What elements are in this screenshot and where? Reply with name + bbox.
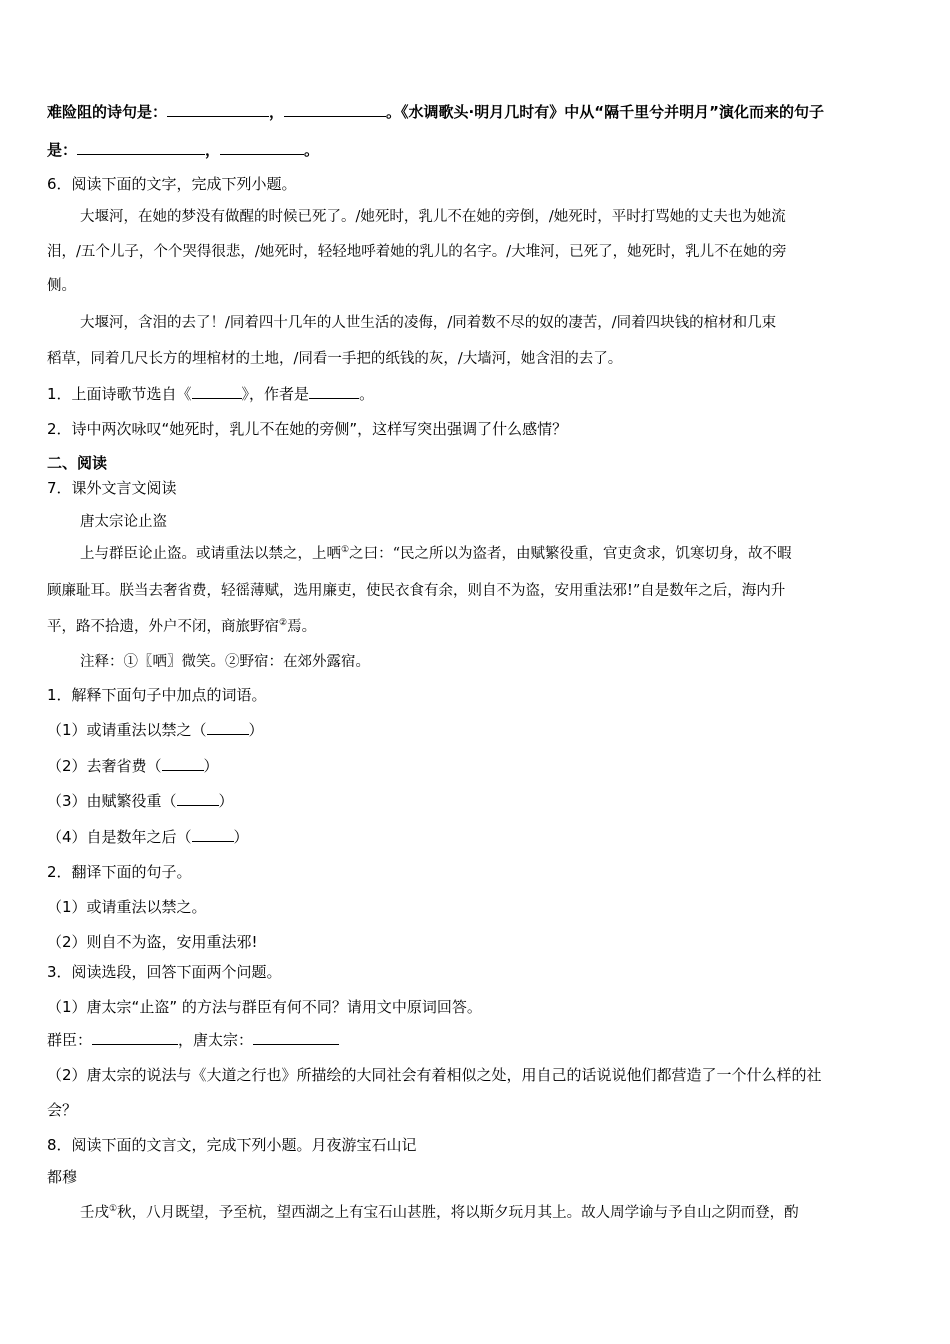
item-text: （1）或请重法以禁之（ — [47, 721, 207, 739]
q6-question-1 — [47, 384, 374, 404]
passage-notes: 注释：①〖哂〗微笑。②野宿：在郊外露宿。 — [80, 654, 370, 670]
answer-label: ，唐太宗： — [178, 1031, 254, 1049]
q7-stem: 7．课外文言文阅读 — [47, 479, 177, 497]
answer-blank[interactable] — [207, 720, 249, 735]
q7-passage-line — [80, 544, 792, 564]
q7-q3-2-cont: 会？ — [47, 1101, 78, 1119]
answer-blank[interactable] — [167, 102, 269, 117]
q7-question-1: 1．解释下面句子中加点的词语。 — [47, 686, 267, 704]
footnote-marker: ① — [341, 545, 350, 556]
q7-q3-1-answer — [47, 1030, 339, 1050]
item-text: （2）去奢省费（ — [47, 757, 162, 775]
period: 。 — [304, 141, 320, 159]
passage-text: 焉。 — [287, 619, 317, 635]
item-end: ） — [218, 792, 234, 810]
q5-line1-text-b: 。《水调歌头·明月几时有》中从“隔千里兮并明月”演化而来的句子 — [386, 103, 824, 121]
separator: ， — [269, 103, 285, 121]
q6-q1-end: 。 — [359, 385, 375, 403]
q6-q1-text: 1．上面诗歌节选自《 — [47, 385, 192, 403]
answer-blank[interactable] — [77, 140, 205, 155]
q6-poem-line: 大堰河，在她的梦没有做醒的时候已死了。/她死时，乳儿不在她的旁倒，/她死时，平时打骂她的丈夫也为她流 — [80, 209, 786, 225]
answer-blank[interactable] — [162, 756, 204, 771]
q5-line1 — [47, 102, 824, 122]
q7-q1-item — [47, 827, 249, 847]
passage-text: 秋，八月既望，予至杭，望西湖之上有宝石山甚胜，将以斯夕玩月其上。故人周学谕与予自山之阴而登，酌 — [117, 1205, 799, 1221]
answer-blank[interactable] — [309, 384, 359, 399]
answer-blank[interactable] — [192, 827, 234, 842]
q5-line2 — [47, 140, 319, 160]
q7-question-3: 3．阅读选段，回答下面两个问题。 — [47, 963, 282, 981]
item-end: ） — [248, 721, 264, 739]
answer-label: 群臣： — [47, 1031, 93, 1049]
q7-q1-item — [47, 756, 219, 776]
q7-q2-item: （1）或请重法以禁之。 — [47, 898, 207, 916]
q7-passage-line — [47, 617, 316, 637]
passage-text: 之曰：“民之所以为盗者，由赋繁役重，官吏贪求，饥寒切身，故不暇 — [349, 546, 792, 562]
q7-q3-1: （1）唐太宗“止盗” 的方法与群臣有何不同？请用文中原词回答。 — [47, 998, 482, 1016]
q6-question-2: 2．诗中两次咏叹“她死时，乳儿不在她的旁侧”，这样写突出强调了什么感情？ — [47, 420, 568, 438]
answer-blank[interactable] — [177, 791, 219, 806]
q6-q1-text-b: 》，作者是 — [241, 385, 310, 403]
q7-q1-item — [47, 720, 264, 740]
item-text: （4）自是数年之后（ — [47, 828, 192, 846]
q8-author: 都穆 — [47, 1168, 78, 1186]
q7-q1-item — [47, 791, 234, 811]
q5-line1-text: 难险阻的诗句是： — [47, 103, 168, 121]
q5-line2-text: 是： — [47, 141, 78, 159]
passage-title: 唐太宗论止盗 — [80, 514, 167, 530]
q6-stem: 6．阅读下面的文字，完成下列小题。 — [47, 175, 297, 193]
item-end: ） — [233, 828, 249, 846]
q6-poem-line: 大堰河，含泪的去了！/同着四十几年的人世生活的凌侮，/同着数不尽的奴的凄苦，/同着四块钱的棺材和几束 — [80, 315, 777, 331]
answer-blank[interactable] — [192, 384, 242, 399]
passage-text: 平，路不拾遗，外户不闭，商旅野宿 — [47, 619, 279, 635]
q8-passage-line — [80, 1203, 799, 1223]
answer-blank[interactable] — [253, 1030, 339, 1045]
answer-blank[interactable] — [220, 140, 304, 155]
q6-poem-line: 稻草，同着几尺长方的埋棺材的土地，/同看一手把的纸钱的灰，/大墙河，她含泪的去了。 — [47, 351, 623, 367]
passage-text: 壬戌 — [80, 1205, 109, 1221]
q7-q2-item: （2）则自不为盗，安用重法邪! — [47, 933, 258, 951]
separator: ， — [205, 141, 221, 159]
q6-poem-line: 侧。 — [47, 278, 76, 294]
q7-q3-2: （2）唐太宗的说法与《大道之行也》所描绘的大同社会有着相似之处，用自己的话说说他们都营造了一个什么样的社 — [47, 1066, 822, 1084]
q7-passage-line: 顾廉耻耳。朕当去奢省费，轻徭薄赋，选用廉吏，使民衣食有余，则自不为盗，安用重法邪!”自是数年之后，海内升 — [47, 583, 786, 599]
answer-blank[interactable] — [92, 1030, 178, 1045]
item-text: （3）由赋繁役重（ — [47, 792, 177, 810]
q8-stem: 8．阅读下面的文言文，完成下列小题。月夜游宝石山记 — [47, 1136, 417, 1154]
section-heading: 二、阅读 — [47, 454, 108, 472]
footnote-marker: ② — [279, 618, 288, 629]
q6-poem-line: 泪，/五个儿子，个个哭得很悲，/她死时，轻轻地呼着她的乳儿的名字。/大堆河，已死了，她死时，乳儿不在她的旁 — [47, 244, 787, 260]
footnote-marker: ① — [109, 1204, 118, 1215]
passage-text: 上与群臣论止盗。或请重法以禁之，上哂 — [80, 546, 341, 562]
q7-question-2: 2．翻译下面的句子。 — [47, 863, 192, 881]
item-end: ） — [203, 757, 219, 775]
answer-blank[interactable] — [284, 102, 386, 117]
